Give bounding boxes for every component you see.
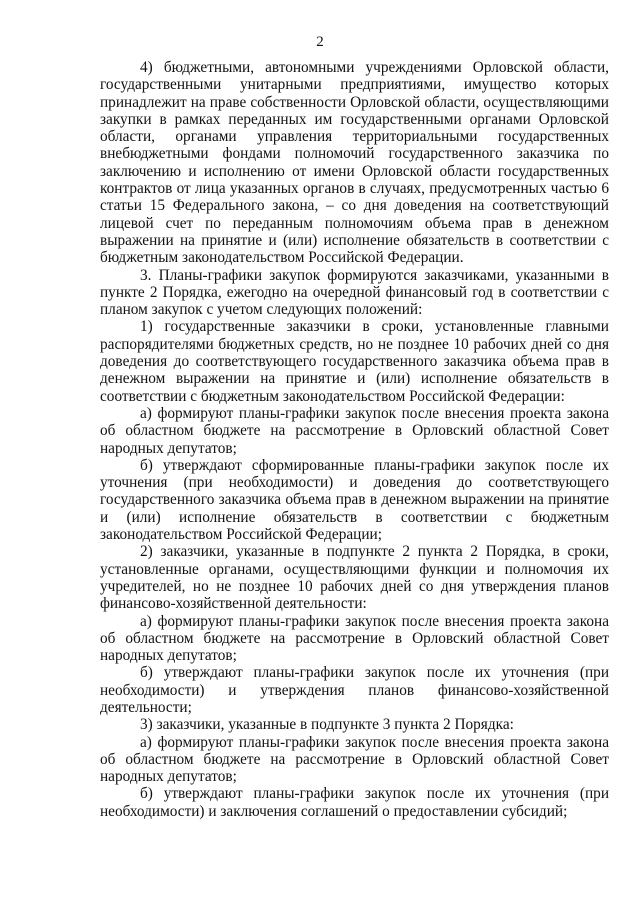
paragraph: а) формируют планы-графики закупок после внесения проекта закона об областном бюджете на рассмотрение в Орловский областной Совет народных депутатов; bbox=[100, 404, 609, 457]
paragraph: б) утверждают сформированные планы-графики закупок после их уточнения (при необходимости) и доведения до соответствующего государственного заказчика объема прав в денежном выражении на принятие и (или) исполнение обязательств в соответствии с бюджетным законодательством Российской Федерации; bbox=[100, 456, 609, 544]
paragraph: 1) государственные заказчики в сроки, установленные главными распорядителями бюджетных средств, но не позднее 10 рабочих дней со дня доведения до соответствующего государственного заказчика объема прав в денежном выражении на принятие и (или) исполнение обязательств в соответствии с бюджетным законодательством Российской Федерации: bbox=[100, 318, 609, 405]
paragraph: 2) заказчики, указанные в подпункте 2 пункта 2 Порядка, в сроки, установленные органами, осуществляющими функции и полномочия их учредителей, но не позднее 10 рабочих дней со дня утверждения планов финансово-хозяйственной деятельности: bbox=[100, 543, 609, 613]
paragraph: 3. Планы-графики закупок формируются заказчиками, указанными в пункте 2 Порядка, ежегодно на очередной финансовый год в соответствии с планом закупок с учетом следующих положений: bbox=[100, 266, 609, 319]
document-body bbox=[100, 59, 609, 820]
paragraph: б) утверждают планы-графики закупок после их уточнения (при необходимости) и заключения соглашений о предоставлении субсидий; bbox=[100, 785, 609, 820]
paragraph: б) утверждают планы-графики закупок после их уточнения (при необходимости) и утверждения планов финансово-хозяйственной деятельности; bbox=[100, 664, 609, 716]
paragraph: 3) заказчики, указанные в подпункте 3 пункта 2 Порядка: bbox=[140, 716, 514, 734]
paragraph: 4) бюджетными, автономными учреждениями Орловской области, государственными унитарными предприятиями, имущество которых принадлежит на праве собственности Орловской области, осуществляющими закупки в рамках переданных им государственными органами Орловской области, органами управления территориальными государственных внебюджетными фондами полномочий государственного заказчика по заключению и исполнению от имени Орловской области государственных контрактов от лица указанных органов в случаях, предусмотренных частью 6 статьи 15 Федерального закона, – со дня доведения на соответствующий лицевой счет по переданным полномочиям объема прав в денежном выражении на принятие и (или) исполнение обязательств в соответствии с бюджетным законодательством Российской Федерации. bbox=[100, 59, 609, 267]
page-number: 2 bbox=[316, 34, 324, 50]
paragraph: а) формируют планы-графики закупок после внесения проекта закона об областном бюджете на рассмотрение в Орловский областной Совет народных депутатов; bbox=[100, 733, 609, 786]
paragraph: а) формируют планы-графики закупок после внесения проекта закона об областном бюджете на рассмотрение в Орловский областной Совет народных депутатов; bbox=[100, 612, 609, 665]
